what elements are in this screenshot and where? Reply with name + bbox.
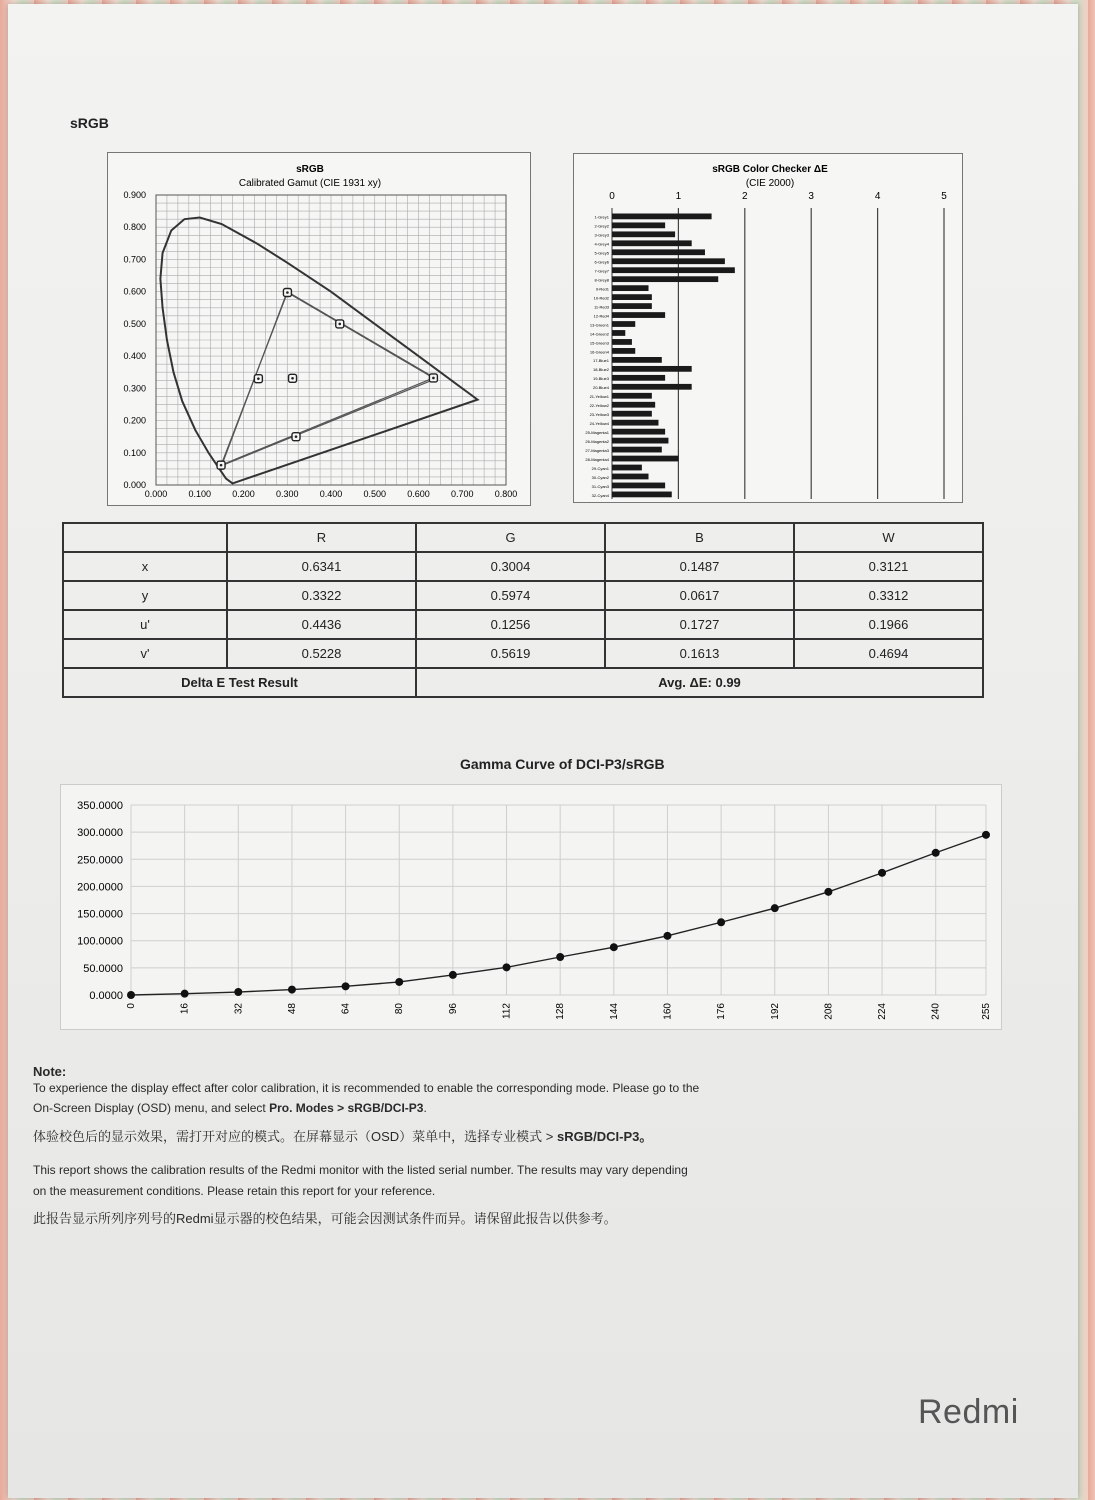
delta-e-row xyxy=(63,668,983,697)
note-line-3-text: 体验校色后的显示效果，需打开对应的模式。在屏幕显示（OSD）菜单中，选择专业模式 > xyxy=(33,1129,557,1144)
gamut-point-dot xyxy=(432,377,435,380)
delta-e-bar xyxy=(612,375,665,381)
delta-e-chart-panel xyxy=(573,153,963,503)
gamma-x-tick: 128 xyxy=(555,1003,567,1020)
redmi-logo: Redmi xyxy=(918,1393,1019,1431)
cell-value: 0.1727 xyxy=(605,610,794,639)
delta-e-x-tick: 5 xyxy=(941,191,947,202)
gamut-point-dot xyxy=(338,323,341,326)
delta-e-category-label: 15-Green3 xyxy=(589,340,609,346)
gamut-y-tick: 0.000 xyxy=(123,480,146,490)
gamma-chart-panel xyxy=(60,784,1002,1030)
delta-e-bar xyxy=(612,258,725,264)
gamma-point xyxy=(342,982,350,990)
delta-e-bar xyxy=(612,222,665,228)
cell-value: 0.4694 xyxy=(794,639,983,668)
delta-e-category-label: 27-Magenta3 xyxy=(585,447,609,453)
gamut-x-tick: 0.400 xyxy=(319,489,343,499)
delta-e-bar xyxy=(612,339,632,345)
delta-e-bar xyxy=(612,285,649,291)
gamma-x-tick: 96 xyxy=(447,1003,459,1015)
gamma-x-tick: 64 xyxy=(340,1003,352,1015)
delta-e-bar xyxy=(612,214,712,220)
gamma-point xyxy=(127,991,135,999)
cell-value: 0.6341 xyxy=(227,552,416,581)
gamma-y-tick: 50.0000 xyxy=(83,962,123,975)
delta-e-category-label: 10-Red2 xyxy=(593,295,609,301)
gamut-x-tick: 0.100 xyxy=(188,489,212,499)
gamma-x-tick: 32 xyxy=(233,1003,245,1015)
delta-e-bar xyxy=(612,474,649,480)
gamma-x-tick: 208 xyxy=(823,1003,835,1020)
avg-delta-e: Avg. ΔE: 0.99 xyxy=(416,668,983,697)
cell-value: 0.5974 xyxy=(416,581,605,610)
gamma-point xyxy=(717,918,725,926)
row-label: v' xyxy=(63,639,227,668)
delta-e-bar xyxy=(612,384,692,390)
gamut-x-tick: 0.300 xyxy=(275,489,299,499)
table-row xyxy=(63,639,983,668)
note-line-1: To experience the display effect after color calibration, it is recommended to enable the corresponding mode. Please go to the xyxy=(33,1081,700,1095)
delta-e-category-label: 6-Grey6 xyxy=(594,259,609,265)
delta-e-category-label: 20-Blue4 xyxy=(592,385,609,391)
delta-e-category-label: 3-Grey3 xyxy=(594,232,609,238)
gamma-x-tick: 16 xyxy=(179,1003,191,1015)
gamma-point xyxy=(449,971,457,979)
gamut-y-tick: 0.500 xyxy=(123,318,146,329)
note-line-2-text: On-Screen Display (OSD) menu, and select xyxy=(33,1101,270,1115)
delta-e-bar xyxy=(612,366,692,372)
gamma-point xyxy=(771,904,779,912)
gamma-y-tick: 150.0000 xyxy=(77,908,123,921)
gamma-y-tick: 250.0000 xyxy=(77,854,123,867)
delta-e-category-label: 23-Yellow3 xyxy=(589,412,609,418)
gamut-y-tick: 0.700 xyxy=(123,254,146,265)
gamma-point xyxy=(556,953,564,961)
delta-e-category-label: 30-Cyan2 xyxy=(591,474,609,480)
delta-e-bar xyxy=(612,348,635,354)
gamma-y-tick: 100.0000 xyxy=(77,935,123,948)
delta-e-bar xyxy=(612,357,662,363)
gamma-x-tick: 112 xyxy=(501,1003,513,1019)
gamma-y-tick: 350.0000 xyxy=(77,800,123,812)
gamma-y-tick: 200.0000 xyxy=(77,881,123,894)
delta-e-title-1: sRGB Color Checker ΔE xyxy=(712,164,828,175)
note-line-3 xyxy=(33,1127,652,1147)
delta-e-category-label: 9-Red1 xyxy=(595,286,609,292)
gamut-title-1: sRGB xyxy=(296,164,324,175)
note-line-2-end: . xyxy=(423,1101,427,1115)
gamma-point xyxy=(395,978,403,986)
header-g: G xyxy=(416,523,605,552)
gamma-y-tick: 0.0000 xyxy=(89,990,123,1002)
gamut-x-tick: 0.200 xyxy=(232,489,255,499)
gamma-point xyxy=(288,986,296,994)
gamut-point-dot xyxy=(220,464,223,467)
delta-e-bar xyxy=(612,492,672,498)
gamut-y-tick: 0.200 xyxy=(123,415,146,426)
gamut-chart xyxy=(108,153,530,505)
gamut-x-tick: 0.800 xyxy=(494,489,518,499)
delta-e-chart xyxy=(574,154,962,502)
section-heading: sRGB xyxy=(70,115,109,131)
gamma-point xyxy=(878,869,886,877)
delta-e-category-label: 1-Grey1 xyxy=(594,214,609,220)
gamut-x-tick: 0.500 xyxy=(363,489,387,499)
delta-e-bar xyxy=(612,438,668,444)
gamma-y-tick: 300.0000 xyxy=(77,827,123,840)
header-r: R xyxy=(227,523,416,552)
delta-e-bar xyxy=(612,411,652,417)
delta-e-bar xyxy=(612,321,635,327)
cell-value: 0.5228 xyxy=(227,639,416,668)
cell-value: 0.1487 xyxy=(605,552,794,581)
note-mode-path: Pro. Modes > sRGB/DCI-P3 xyxy=(269,1101,424,1115)
delta-e-bar xyxy=(612,429,665,435)
header-w: W xyxy=(794,523,983,552)
gamma-point xyxy=(824,888,832,896)
cell-value: 0.3004 xyxy=(416,552,605,581)
gamma-title: Gamma Curve of DCI-P3/sRGB xyxy=(460,756,665,772)
delta-e-category-label: 28-Magenta4 xyxy=(585,456,609,462)
gamma-point xyxy=(982,831,990,839)
gamma-x-tick: 144 xyxy=(608,1003,620,1020)
delta-e-bar xyxy=(612,249,705,255)
delta-e-category-label: 26-Magenta2 xyxy=(585,438,609,444)
gamma-x-tick: 0 xyxy=(126,1003,137,1009)
delta-e-label: Delta E Test Result xyxy=(63,668,416,697)
gamma-x-tick: 160 xyxy=(662,1003,674,1020)
delta-e-category-label: 5-Grey5 xyxy=(594,250,609,256)
gamma-x-tick: 48 xyxy=(286,1003,298,1015)
gamut-point-dot xyxy=(257,377,260,380)
delta-e-bar xyxy=(612,276,718,282)
gamut-y-tick: 0.100 xyxy=(123,447,146,458)
delta-e-category-label: 14-Green2 xyxy=(589,331,609,337)
delta-e-bar xyxy=(612,312,665,318)
gamut-y-tick: 0.400 xyxy=(123,351,146,362)
row-label: u' xyxy=(63,610,227,639)
header-b: B xyxy=(605,523,794,552)
cell-value: 0.1256 xyxy=(416,610,605,639)
delta-e-category-label: 11-Red3 xyxy=(593,304,609,310)
cell-value: 0.1613 xyxy=(605,639,794,668)
gamma-x-tick: 192 xyxy=(769,1003,781,1020)
note-line-5: on the measurement conditions. Please retain this report for your reference. xyxy=(33,1184,436,1198)
cell-value: 0.3121 xyxy=(794,552,983,581)
delta-e-category-label: 24-Yellow4 xyxy=(589,421,609,427)
results-table xyxy=(62,522,984,698)
cell-value: 0.0617 xyxy=(605,581,794,610)
delta-e-bar xyxy=(612,483,665,489)
delta-e-category-label: 32-Cyan4 xyxy=(591,492,609,498)
gamut-y-tick: 0.600 xyxy=(123,286,146,297)
table-header-row xyxy=(63,523,983,552)
cell-value: 0.1966 xyxy=(794,610,983,639)
gamut-point-dot xyxy=(295,435,298,438)
gamma-point xyxy=(181,990,189,998)
delta-e-category-label: 19-Blue3 xyxy=(592,376,609,382)
row-label: x xyxy=(63,552,227,581)
table-row xyxy=(63,581,983,610)
gamut-x-tick: 0.700 xyxy=(450,489,474,499)
gamut-y-tick: 0.800 xyxy=(123,222,146,233)
cell-value: 0.3312 xyxy=(794,581,983,610)
gamma-point xyxy=(932,849,940,857)
note-line-3-mode: sRGB/DCI-P3。 xyxy=(557,1129,653,1144)
delta-e-category-label: 17-Blue1 xyxy=(592,358,609,364)
gamut-chart-panel xyxy=(107,152,531,506)
delta-e-bar xyxy=(612,456,678,462)
delta-e-category-label: 29-Cyan1 xyxy=(591,465,609,471)
gamma-x-tick: 224 xyxy=(877,1003,889,1020)
note-line-4: This report shows the calibration results of the Redmi monitor with the listed serial number. The results may vary depending xyxy=(33,1163,688,1177)
delta-e-category-label: 4-Grey4 xyxy=(594,241,609,247)
gamut-x-tick: 0.600 xyxy=(407,489,430,499)
delta-e-category-label: 8-Grey8 xyxy=(594,277,609,283)
measured-gamut-triangle xyxy=(221,293,433,466)
delta-e-bar xyxy=(612,402,655,408)
delta-e-category-label: 2-Grey2 xyxy=(594,223,609,229)
row-label: y xyxy=(63,581,227,610)
delta-e-bar xyxy=(612,465,642,471)
table-corner-cell xyxy=(63,523,227,552)
delta-e-bar xyxy=(612,267,735,273)
gamut-x-tick: 0.000 xyxy=(144,489,168,499)
gamma-x-tick: 240 xyxy=(930,1003,942,1020)
gamma-point xyxy=(610,943,618,951)
gamma-x-tick: 176 xyxy=(716,1003,728,1020)
delta-e-category-label: 12-Red4 xyxy=(593,313,609,319)
delta-e-category-label: 31-Cyan3 xyxy=(591,483,609,489)
spectral-locus xyxy=(160,218,477,484)
gamma-x-tick: 80 xyxy=(394,1003,406,1015)
delta-e-bar xyxy=(612,303,652,309)
gamma-x-tick: 255 xyxy=(981,1003,992,1020)
note-line-2 xyxy=(33,1098,427,1118)
note-line-6: 此报告显示所列序列号的Redmi显示器的校色结果，可能会因测试条件而异。请保留此报告以供参考。 xyxy=(33,1211,617,1226)
cell-value: 0.4436 xyxy=(227,610,416,639)
cell-value: 0.5619 xyxy=(416,639,605,668)
gamut-y-tick: 0.300 xyxy=(123,383,146,394)
delta-e-x-tick: 0 xyxy=(609,191,615,202)
gamut-point-dot xyxy=(291,377,294,380)
note-title: Note: xyxy=(33,1064,67,1079)
delta-e-category-label: 25-Magenta1 xyxy=(585,429,609,435)
delta-e-category-label: 7-Grey7 xyxy=(594,268,609,274)
gamma-point xyxy=(663,932,671,940)
gamut-point-dot xyxy=(286,291,289,294)
gamut-y-tick: 0.900 xyxy=(123,190,146,200)
delta-e-bar xyxy=(612,420,658,426)
delta-e-bar xyxy=(612,447,662,453)
delta-e-bar xyxy=(612,294,652,300)
delta-e-category-label: 21-Yellow1 xyxy=(589,394,609,400)
delta-e-category-label: 16-Green4 xyxy=(589,349,609,355)
delta-e-x-tick: 3 xyxy=(808,191,814,202)
delta-e-bar xyxy=(612,231,675,237)
gamma-chart xyxy=(61,785,1001,1029)
delta-e-x-tick: 1 xyxy=(675,191,682,202)
delta-e-bar xyxy=(612,240,692,246)
delta-e-category-label: 13-Green1 xyxy=(589,322,609,328)
gamma-point xyxy=(503,963,511,971)
gamut-title-2: Calibrated Gamut (CIE 1931 xy) xyxy=(238,178,382,189)
delta-e-x-tick: 4 xyxy=(874,191,881,202)
delta-e-x-tick: 2 xyxy=(742,191,748,202)
delta-e-bar xyxy=(612,330,625,336)
table-row xyxy=(63,610,983,639)
gamma-point xyxy=(234,988,242,996)
delta-e-category-label: 22-Yellow2 xyxy=(589,403,609,409)
cell-value: 0.3322 xyxy=(227,581,416,610)
delta-e-category-label: 18-Blue2 xyxy=(592,367,609,373)
delta-e-title-2: (CIE 2000) xyxy=(745,178,795,189)
delta-e-bar xyxy=(612,393,652,399)
table-row xyxy=(63,552,983,581)
